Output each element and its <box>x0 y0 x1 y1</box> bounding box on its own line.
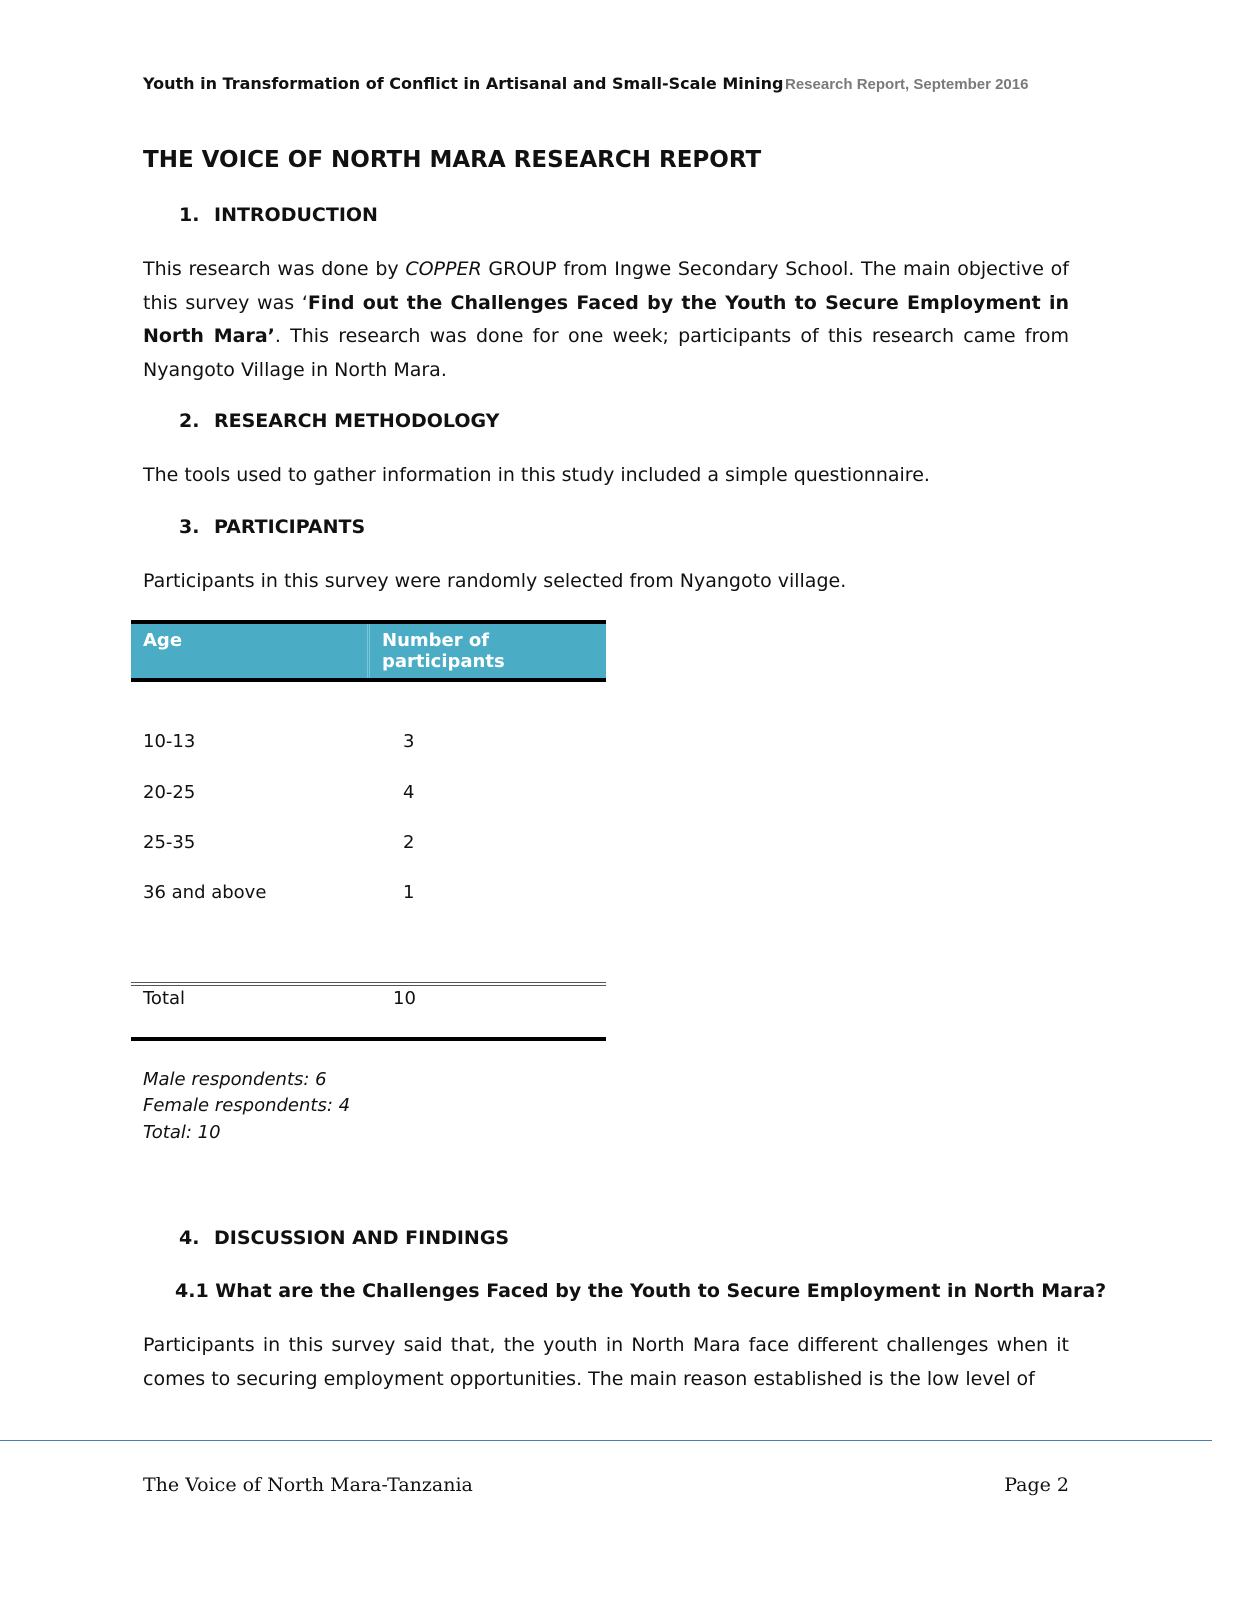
total-divider <box>131 982 606 986</box>
methodology-paragraph: The tools used to gather information in this study included a simple questionnaire. <box>143 464 930 486</box>
participants-paragraph: Participants in this survey were randomly selected from Nyangoto village. <box>143 570 847 592</box>
heading-text: DISCUSSION AND FINDINGS <box>214 1227 510 1249</box>
footer-rule <box>0 1440 1212 1441</box>
note-female: Female respondents: 4 <box>143 1095 351 1116</box>
heading-methodology <box>179 410 499 432</box>
page-number: Page 2 <box>1004 1474 1069 1496</box>
table-header-row <box>131 622 606 680</box>
row-count: 1 <box>403 882 415 903</box>
heading-participants <box>179 516 365 538</box>
header-count: Number of participants <box>382 630 505 672</box>
text: This research was done by <box>143 258 406 280</box>
header-age: Age <box>131 622 369 680</box>
heading-text: INTRODUCTION <box>214 204 378 226</box>
note-total: Total: 10 <box>143 1122 221 1143</box>
note-male: Male respondents: 6 <box>143 1069 327 1090</box>
text: . This research was done for one week; participants of this research came from Nyangoto Village in North Mara. <box>143 325 1070 381</box>
row-count: 4 <box>403 782 415 803</box>
page-title: THE VOICE OF NORTH MARA RESEARCH REPORT <box>143 147 762 173</box>
text: GROUP from Ingwe Secondary School. The main objective of this survey was ‘ <box>143 258 1069 314</box>
heading-text: RESEARCH METHODOLOGY <box>214 410 500 432</box>
heading-number: 3. <box>179 516 200 538</box>
row-count: 3 <box>403 731 415 752</box>
heading-discussion <box>179 1227 509 1249</box>
participants-table <box>131 620 606 682</box>
row-age: 25-35 <box>143 832 196 853</box>
objective: Find out the Challenges Faced by the Youth to Secure Employment in North Mara’ <box>143 291 1069 347</box>
row-age: 10-13 <box>143 731 196 752</box>
total-label: Total <box>143 988 186 1009</box>
row-count: 2 <box>403 832 415 853</box>
heading-introduction <box>179 204 378 226</box>
row-age: 36 and above <box>143 882 267 903</box>
row-age: 20-25 <box>143 782 196 803</box>
findings-paragraph: Participants in this survey said that, the youth in North Mara face different challenges when it comes to securing employment opportunities. The main reason established is the low level of <box>143 1334 1069 1390</box>
running-header-title: Youth in Transformation of Conflict in Artisanal and Small-Scale Mining <box>143 74 784 93</box>
heading-number: 2. <box>179 410 200 432</box>
group-name: COPPER <box>405 258 482 280</box>
subheading-challenges: 4.1 What are the Challenges Faced by the Youth to Secure Employment in North Mara? <box>175 1280 1107 1302</box>
running-header-date: Research Report, September 2016 <box>785 76 1029 93</box>
intro-paragraph <box>143 253 1069 387</box>
total-value: 10 <box>393 988 416 1009</box>
heading-text: PARTICIPANTS <box>214 516 366 538</box>
table-bottom-rule <box>131 1037 606 1041</box>
footer-title: The Voice of North Mara-Tanzania <box>143 1474 473 1496</box>
heading-number: 4. <box>179 1227 200 1249</box>
heading-number: 1. <box>179 204 200 226</box>
